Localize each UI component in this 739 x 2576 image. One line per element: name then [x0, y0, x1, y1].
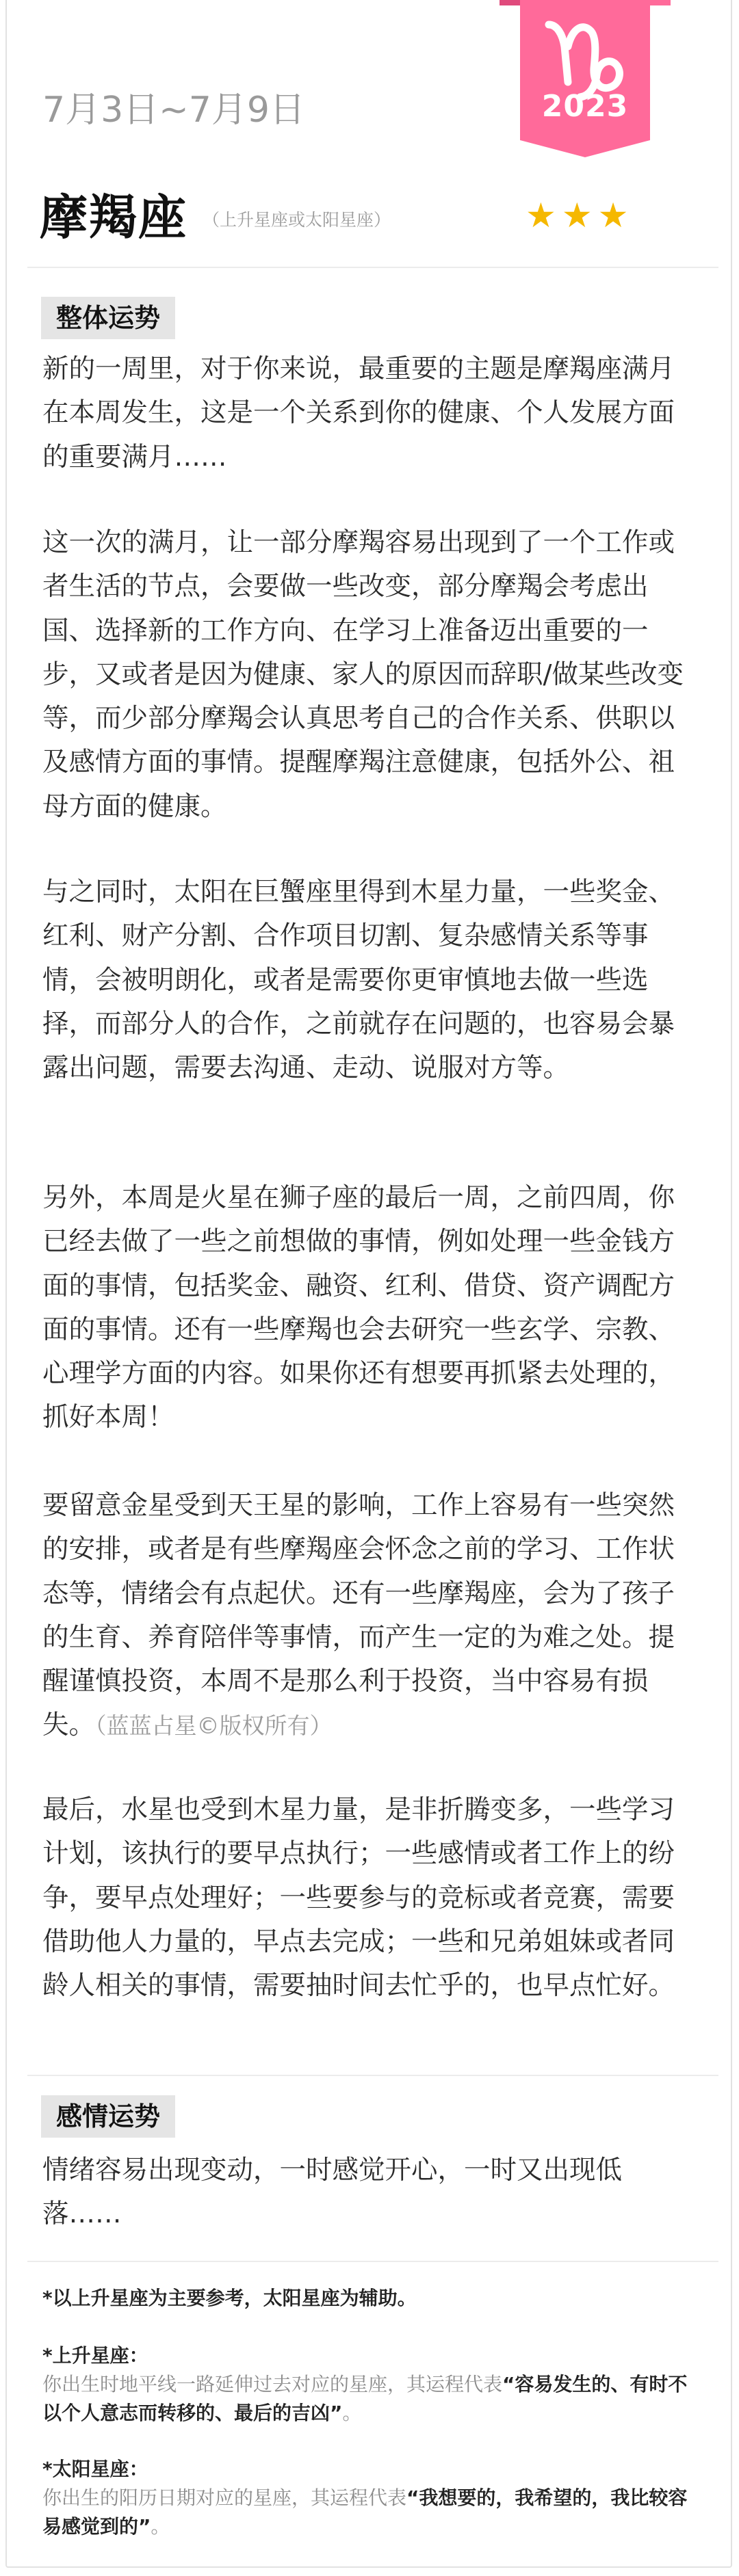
header-divider: [27, 267, 718, 268]
love-paragraph: 情绪容易出现变动，一时感觉开心，一时又出现低落……: [42, 2155, 623, 2230]
sign-note: （上升星座或太阳星座）: [203, 210, 391, 230]
footnote-sun: [42, 2455, 699, 2541]
overall-paragraph-with-credit: [42, 1484, 692, 1749]
overall-paragraph: 另外，本周是火星在狮子座的最后一周，之前四周，你已经去做了一些之前想做的事情，例如处理一些金钱方面的事情，包括奖金、融资、红利、借贷、资产调配方面的事情。还有一些摩羯也会去研究一些玄学、宗教、心理学方面的内容。如果你还有想要再抓紧去处理的，抓好本周！: [42, 1182, 675, 1433]
sign-name: 摩羯座: [40, 189, 187, 245]
footnote-sun-quote: “我想要的，我希望的，我比较容易感觉到的”: [42, 2486, 688, 2538]
overall-paragraph: 新的一周里，对于你来说，最重要的主题是摩羯座满月在本周发生，这是一个关系到你的健康、个人发展方面的重要满月……: [42, 354, 675, 473]
footnote-sun-end: 。: [151, 2515, 170, 2538]
footnote-divider: [27, 2261, 718, 2262]
badge-ribbon-shape: [500, 0, 671, 157]
badge-year: 2023: [541, 89, 629, 124]
footnote-sun-title: *太阳星座：: [42, 2458, 148, 2480]
overall-paragraph: 与之同时，太阳在巨蟹座里得到木星力量，一些奖金、红利、财产分割、合作项目切割、复杂感情关系等事情，会被明朗化，或者是需要你更审慎地去做一些选择，而部分人的合作，之前就存在问题的，也容易会暴露出问题，需要去沟通、走动、说服对方等。: [42, 877, 675, 1084]
footnote-rising-end: 。: [342, 2402, 362, 2424]
overall-paragraph: 这一次的满月，让一部分摩羯容易出现到了一个工作或者生活的节点，会要做一些改变，部分摩羯会考虑出国、选择新的工作方向、在学习上准备迈出重要的一步，又或者是因为健康、家人的原因而辞职/做某些改变等，而少部分摩羯会认真思考自己的合作关系、供职以及感情方面的事情。提醒摩羯注意健康，包括外公、祖母方面的健康。: [42, 527, 684, 822]
love-section-label: 感情运势: [41, 2095, 175, 2138]
copyright-credit: （蓝蓝占星©版权所有）: [95, 1712, 333, 1740]
date-range: 7月3日~7月9日: [42, 90, 305, 131]
footnote-sun-desc: 你出生的阳历日期对应的星座，其运程代表: [42, 2486, 407, 2509]
footnote-rising-desc: 你出生时地平线一路延伸过去对应的星座，其运程代表: [42, 2373, 503, 2395]
year-badge: [500, 0, 671, 157]
footnote-main-text: *以上升星座为主要参考，太阳星座为辅助。: [42, 2287, 417, 2309]
footnote-rising: [42, 2341, 699, 2428]
footnote-rising-quote: “容易发生的、有时不以个人意志而转移的、最后的吉凶”: [42, 2373, 688, 2424]
overall-section-label: 整体运势: [41, 297, 175, 339]
overall-paragraph: 最后，水星也受到木星力量，是非折腾变多，一些学习计划，该执行的要早点执行；一些感情或者工作上的纷争，要早点处理好；一些要参与的竞标或者竞赛，需要借助他人力量的，早点去完成；一些和兄弟姐妹或者同龄人相关的事情，需要抽时间去忙乎的，也早点忙好。: [42, 1794, 675, 2002]
footnote-main: [42, 2284, 699, 2313]
rating-stars: ★★★: [526, 196, 634, 235]
footnote-rising-title: *上升星座：: [42, 2344, 148, 2367]
section-divider: [27, 2075, 718, 2076]
overall-paragraph: 要留意金星受到天王星的影响，工作上容易有一些突然的安排，或者是有些摩羯座会怀念之前的学习、工作状态等，情绪会有点起伏。还有一些摩羯座，会为了孩子的生育、养育陪伴等事情，而产生一定的为难之处。提醒谨慎投资，本周不是那么利于投资，当中容易有损失。: [42, 1490, 675, 1741]
